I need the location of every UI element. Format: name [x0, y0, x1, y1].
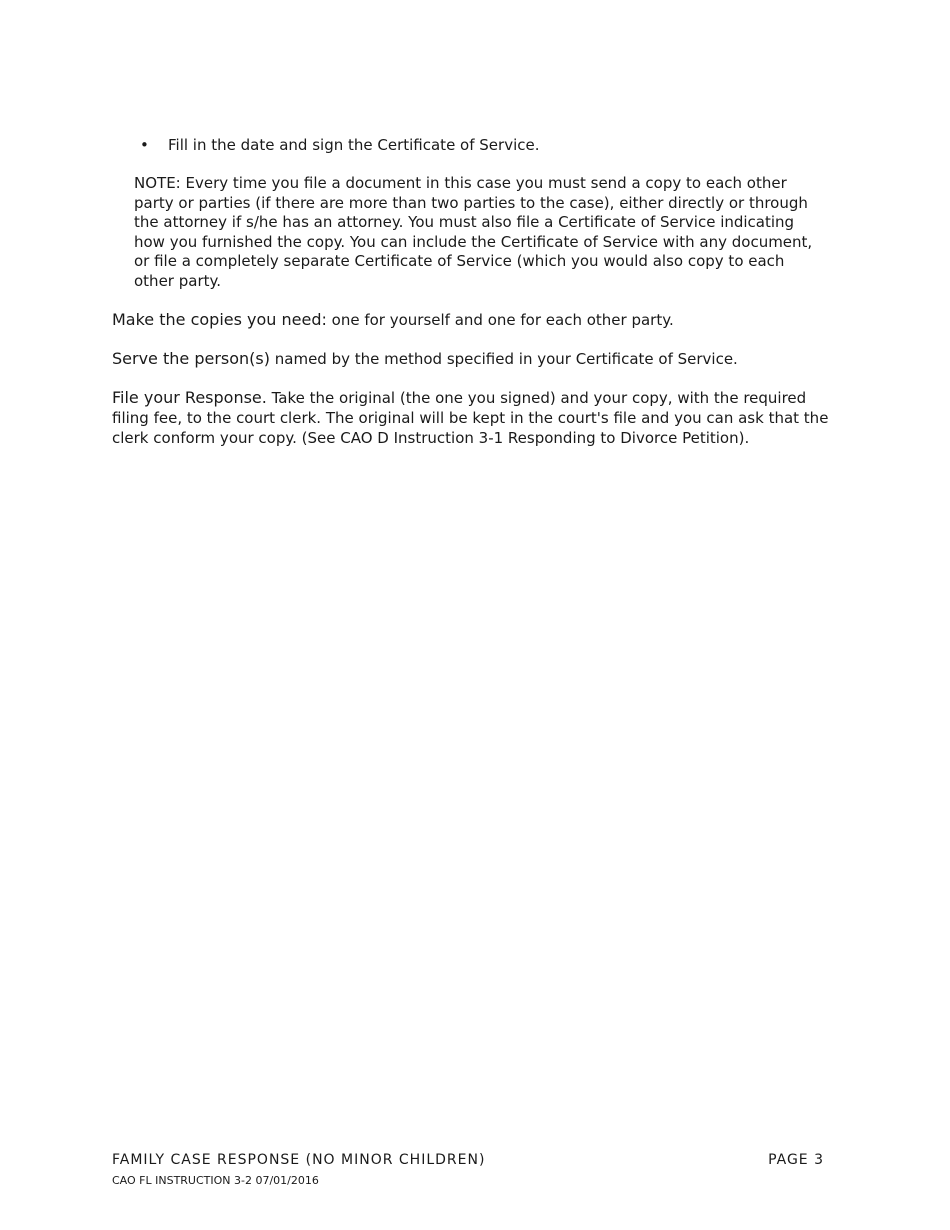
copies-lead: Make the copies you need: [112, 310, 327, 329]
copies-paragraph [112, 310, 827, 330]
note-line: or file a completely separate Certificate of Service (which you would also copy to each [134, 252, 785, 271]
note-paragraph [134, 174, 824, 292]
page-number: PAGE 3 [768, 1152, 824, 1168]
note-line: the attorney if s/he has an attorney. You must also file a Certificate of Service indicating [134, 213, 795, 232]
serve-lead: Serve the person(s) [112, 349, 270, 368]
footer-title: FAMILY CASE RESPONSE (NO MINOR CHILDREN) [112, 1152, 486, 1168]
bullet-icon: • [140, 136, 149, 154]
file-lead: File your Response. [112, 388, 267, 407]
note-line: other party. [134, 271, 221, 290]
note-line: how you furnished the copy. You can include the Certificate of Service with any document, [134, 232, 813, 251]
serve-paragraph [112, 349, 827, 369]
copies-text: one for yourself and one for each other party. [326, 311, 674, 329]
note-line: NOTE: Every time you file a document in this case you must send a copy to each other [134, 174, 787, 192]
bullet-text: Fill in the date and sign the Certificate of Service. [168, 136, 540, 154]
file-paragraph [112, 388, 827, 448]
file-line-1: Take the original (the one you signed) and your copy, with the required [266, 389, 807, 407]
serve-text: named by the method specified in your Certificate of Service. [269, 350, 738, 368]
footer-form-id: CAO FL INSTRUCTION 3-2 07/01/2016 [112, 1174, 319, 1187]
file-line-3: clerk conform your copy. (See CAO D Instruction 3-1 Responding to Divorce Petition). [112, 429, 750, 447]
note-line: party or parties (if there are more than two parties to the case), either directly or through [134, 193, 808, 212]
file-line-2: filing fee, to the court clerk. The original will be kept in the court's file and you can ask that the [112, 409, 829, 427]
